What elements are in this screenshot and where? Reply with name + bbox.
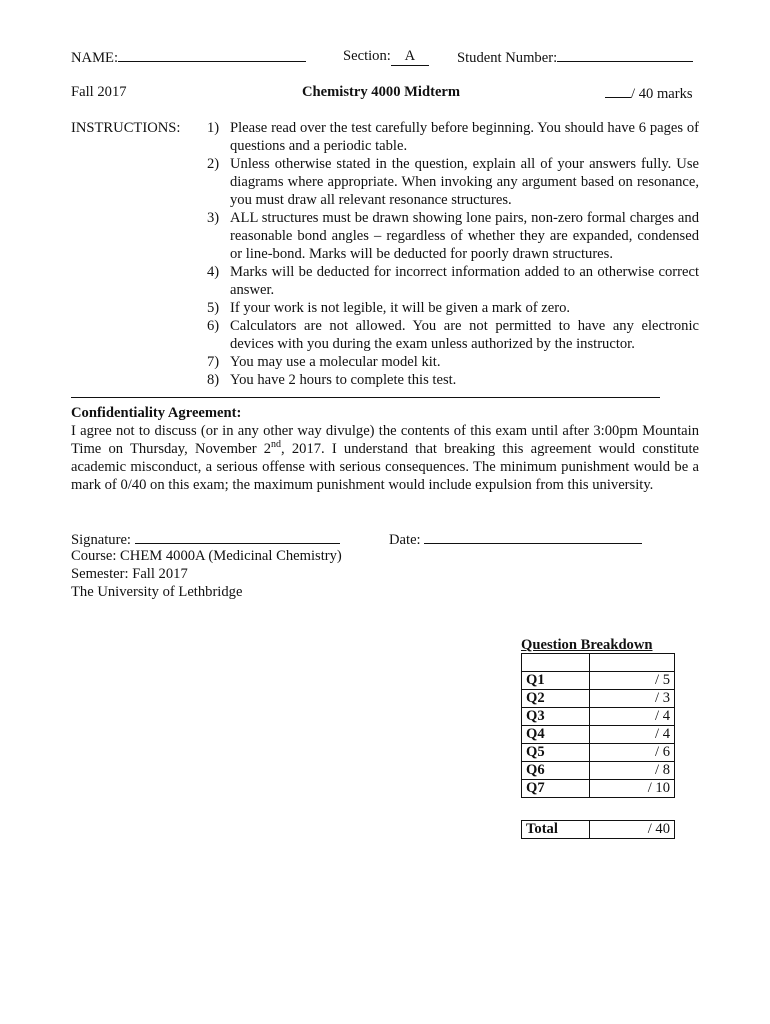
total-label: Total — [522, 821, 590, 839]
question-marks: / 4 — [590, 708, 675, 726]
question-marks: / 10 — [590, 780, 675, 798]
question-marks: / 6 — [590, 744, 675, 762]
term: Fall 2017 — [71, 84, 127, 100]
instruction-number: 4) — [207, 264, 220, 280]
marks-label: / 40 marks — [631, 86, 693, 102]
section-divider — [71, 397, 660, 398]
exam-title: Chemistry 4000 Midterm — [302, 84, 461, 100]
name-blank[interactable] — [118, 47, 306, 62]
instruction-item — [207, 299, 699, 317]
section-value: A — [391, 47, 429, 66]
instruction-item — [207, 209, 699, 263]
instructions-list — [207, 119, 699, 389]
score-blank[interactable] — [605, 83, 631, 98]
section-label: Section: — [343, 48, 391, 64]
instruction-item — [207, 119, 699, 155]
university-line: The University of Lethbridge — [71, 584, 243, 600]
confidentiality-text-part1: I agree not to discuss (or in any other way divulge) the contents of this exam until after 3:00pm Mountain Time on Thursday, November 2 — [71, 423, 699, 457]
table-row — [522, 780, 675, 798]
table-row — [522, 690, 675, 708]
signature-blank[interactable] — [135, 529, 340, 544]
instruction-item — [207, 317, 699, 353]
instruction-text: You have 2 hours to complete this test. — [230, 372, 457, 388]
instruction-text: Please read over the test carefully before beginning. You should have 6 pages of questions and a periodic table. — [230, 120, 699, 154]
question-marks: / 4 — [590, 726, 675, 744]
total-marks: / 40 — [590, 821, 675, 839]
instruction-item — [207, 353, 699, 371]
question-label: Q3 — [522, 708, 590, 726]
course-line: Course: CHEM 4000A (Medicinal Chemistry) — [71, 548, 342, 564]
confidentiality-text-part2: , 2017. I understand that breaking this agreement would constitute academic misconduct, a serious offense with serious consequences. The minimum punishment would be a mark of 0/40 on this exam; the maximum punishment would include expulsion from this university. — [71, 441, 699, 493]
table-row — [522, 708, 675, 726]
total-table — [521, 820, 675, 839]
question-label: Q5 — [522, 744, 590, 762]
instruction-text: If your work is not legible, it will be given a mark of zero. — [230, 300, 571, 316]
name-label: NAME: — [71, 50, 119, 66]
name-field — [71, 47, 306, 67]
instruction-number: 3) — [207, 210, 220, 226]
date-blank[interactable] — [424, 529, 642, 544]
signature-field — [71, 529, 340, 549]
instruction-item — [207, 263, 699, 299]
date-label: Date: — [389, 532, 421, 548]
instruction-item — [207, 371, 699, 389]
question-label: Q7 — [522, 780, 590, 798]
instruction-item — [207, 155, 699, 209]
date-field — [389, 529, 642, 549]
instruction-number: 7) — [207, 354, 220, 370]
table-header-cell — [522, 654, 590, 672]
total-marks-field — [605, 83, 693, 103]
question-marks: / 3 — [590, 690, 675, 708]
signature-label: Signature: — [71, 532, 131, 548]
instruction-text: ALL structures must be drawn showing lone pairs, non-zero formal charges and reasonable bond angles – regardless of whether they are expanded, condensed or line-bond. Marks will be deducted for poorly drawn structures. — [230, 210, 699, 262]
confidentiality-heading: Confidentiality Agreement: — [71, 405, 242, 421]
question-label: Q4 — [522, 726, 590, 744]
table-row — [522, 762, 675, 780]
student-number-blank[interactable] — [557, 47, 693, 62]
question-marks: / 5 — [590, 672, 675, 690]
confidentiality-sup: nd — [271, 439, 282, 451]
question-label: Q2 — [522, 690, 590, 708]
confidentiality-text — [71, 422, 699, 494]
question-label: Q1 — [522, 672, 590, 690]
table-row — [522, 744, 675, 762]
instruction-number: 6) — [207, 318, 220, 334]
question-marks: / 8 — [590, 762, 675, 780]
instructions-label: INSTRUCTIONS: — [71, 120, 181, 136]
instruction-number: 5) — [207, 300, 220, 316]
table-row — [522, 726, 675, 744]
student-number-label: Student Number: — [457, 50, 558, 66]
table-header-cell — [590, 654, 675, 672]
question-label: Q6 — [522, 762, 590, 780]
breakdown-title: Question Breakdown — [521, 637, 653, 653]
semester-line: Semester: Fall 2017 — [71, 566, 188, 582]
instruction-number: 2) — [207, 156, 220, 172]
instruction-number: 8) — [207, 372, 220, 388]
table-row — [522, 672, 675, 690]
instruction-number: 1) — [207, 120, 220, 136]
instruction-text: You may use a molecular model kit. — [230, 354, 441, 370]
instruction-text: Marks will be deducted for incorrect information added to an otherwise correct answer. — [230, 264, 699, 298]
table-header-row — [522, 654, 675, 672]
instruction-text: Unless otherwise stated in the question, explain all of your answers fully. Use diagrams where appropriate. When invoking any argument based on resonance, you must draw all relevant resonance structures. — [230, 156, 699, 208]
instruction-text: Calculators are not allowed. You are not permitted to have any electronic devices with you during the exam unless authorized by the instructor. — [230, 318, 699, 352]
student-number-field — [457, 47, 693, 67]
question-breakdown-table — [521, 653, 675, 798]
section-field — [343, 47, 429, 66]
total-row — [522, 821, 675, 839]
